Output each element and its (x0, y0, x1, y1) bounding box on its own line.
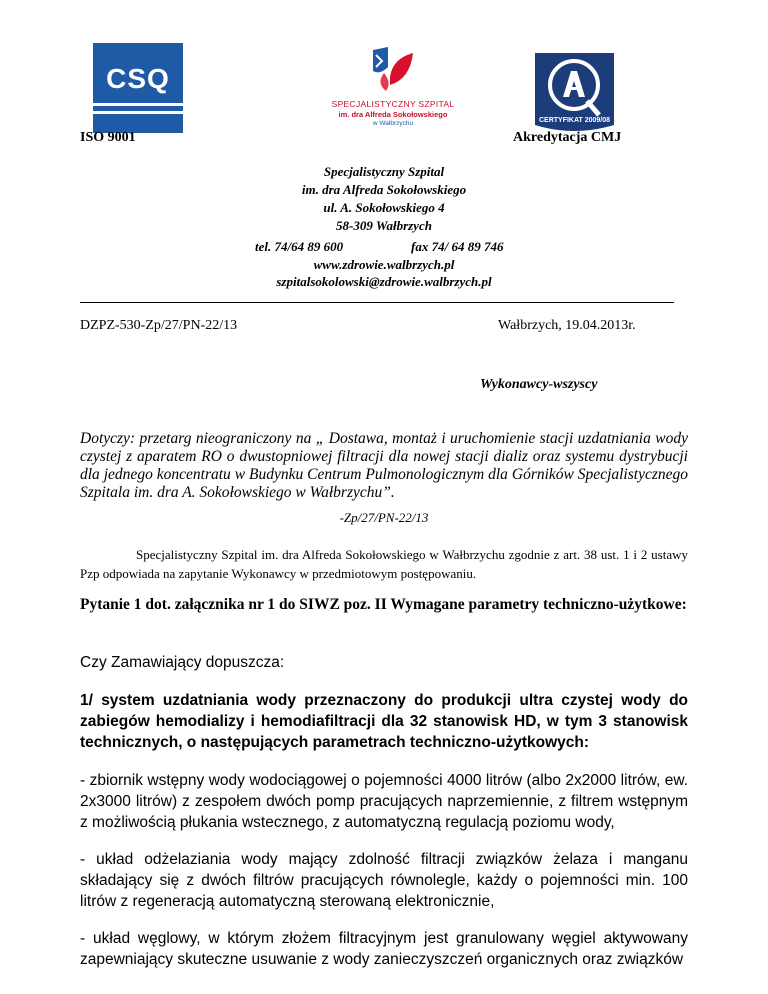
intro-paragraph (80, 545, 688, 583)
hospital-logo-line3: w Wałbrzychu (372, 120, 414, 127)
recipient: Wykonawcy-wszyscy (480, 377, 598, 392)
address-email[interactable]: szpitalsokolowski@zdrowie.walbrzych.pl (276, 274, 492, 289)
hospital-logo (318, 45, 468, 135)
hospital-emblem-icon (318, 45, 468, 97)
address-tel: tel. 74/64 89 600 (255, 239, 344, 254)
iso-label: ISO 9001 (80, 130, 136, 145)
address-www[interactable]: www.zdrowie.walbrzych.pl (313, 257, 455, 272)
item-3: - układ węglowy, w którym złożem filtracyjnym jest granulowany węgiel aktywowany zapewniający skuteczne usuwanie z wody zanieczyszczeń organicznych oraz związków (80, 930, 688, 968)
address-line4: 58-309 Wałbrzych (336, 218, 432, 233)
subject: Dotyczy: przetarg nieograniczony na „ Dostawa, montaż i uruchomienie stacji uzdatniania wody czystej z aparatem RO o dwustopniowej filtracji dla nowej stacji dializ oraz systemu dystrybucji dla jednego koncentratu w Budynku Centrum Pulmonologicznym dla Górników Specjalistycznego Szpitala im. dra A. Sokołowskiego w Wałbrzychu”. (80, 430, 688, 501)
address-fax: fax 74/ 64 89 746 (411, 239, 504, 254)
reference-number: DZPZ-530-Zp/27/PN-22/13 (80, 318, 238, 333)
point-1: 1/ system uzdatniania wody przeznaczony do produkcji ultra czystej wody do zabiegów hemodializy i hemodiafiltracji dla 32 stanowisk HD, w tym 3 stanowisk technicznych, o następujących parametrach techniczno-użytkowych: (80, 692, 688, 751)
intro-text: Specjalistyczny Szpital im. dra Alfreda Sokołowskiego w Wałbrzychu zgodnie z art. 38 ust. 1 i 2 ustawy Pzp odpowiada na zapytanie Wykonawcy w przedmiotowym postępowaniu. (80, 547, 688, 581)
question-title: Pytanie 1 dot. załącznika nr 1 do SIWZ poz. II Wymagane parametry techniczno-użytkowe: (80, 596, 687, 613)
question-intro: Czy Zamawiający dopuszcza: (80, 654, 285, 671)
csq-logo (93, 43, 183, 133)
hospital-logo-line2: im. dra Alfreda Sokołowskiego (338, 110, 448, 119)
csq-logo-text: CSQ (106, 63, 170, 94)
letter-date: Wałbrzych, 19.04.2013r. (498, 318, 636, 333)
csq-stripe (93, 103, 183, 106)
address-line3: ul. A. Sokołowskiego 4 (323, 200, 445, 215)
cmj-certificate-text: CERTYFIKAT 2009/08 (538, 117, 611, 124)
item-1: - zbiornik wstępny wody wodociągowej o pojemności 4000 litrów (albo 2x2000 litrów, ew. 2x3000 litrów) z zespołem dwóch pomp pracujących naprzemiennie, z filtrem wstępnym z możliwością płukania wstecznego, z automatyczną regulacją poziomu wody, (80, 772, 688, 831)
address-line1: Specjalistyczny Szpital (323, 164, 445, 179)
csq-stripe (93, 111, 183, 114)
address-line2: im. dra Alfreda Sokołowskiego (301, 182, 467, 197)
hospital-logo-line1: SPECJALISTYCZNY SZPITAL (331, 99, 455, 109)
header-divider (80, 302, 674, 304)
subject-reference: -Zp/27/PN-22/13 (339, 510, 429, 525)
accreditation-label: Akredytacja CMJ (513, 130, 622, 145)
cmj-logo (527, 53, 622, 133)
item-2: - układ odżelaziania wody mający zdolność filtracji związków żelaza i manganu składający się z dwóch filtrów pracujących równolegle, każdy o pojemności min. 100 litrów z regeneracją automatyczną sterowaną elektronicznie, (80, 851, 688, 910)
